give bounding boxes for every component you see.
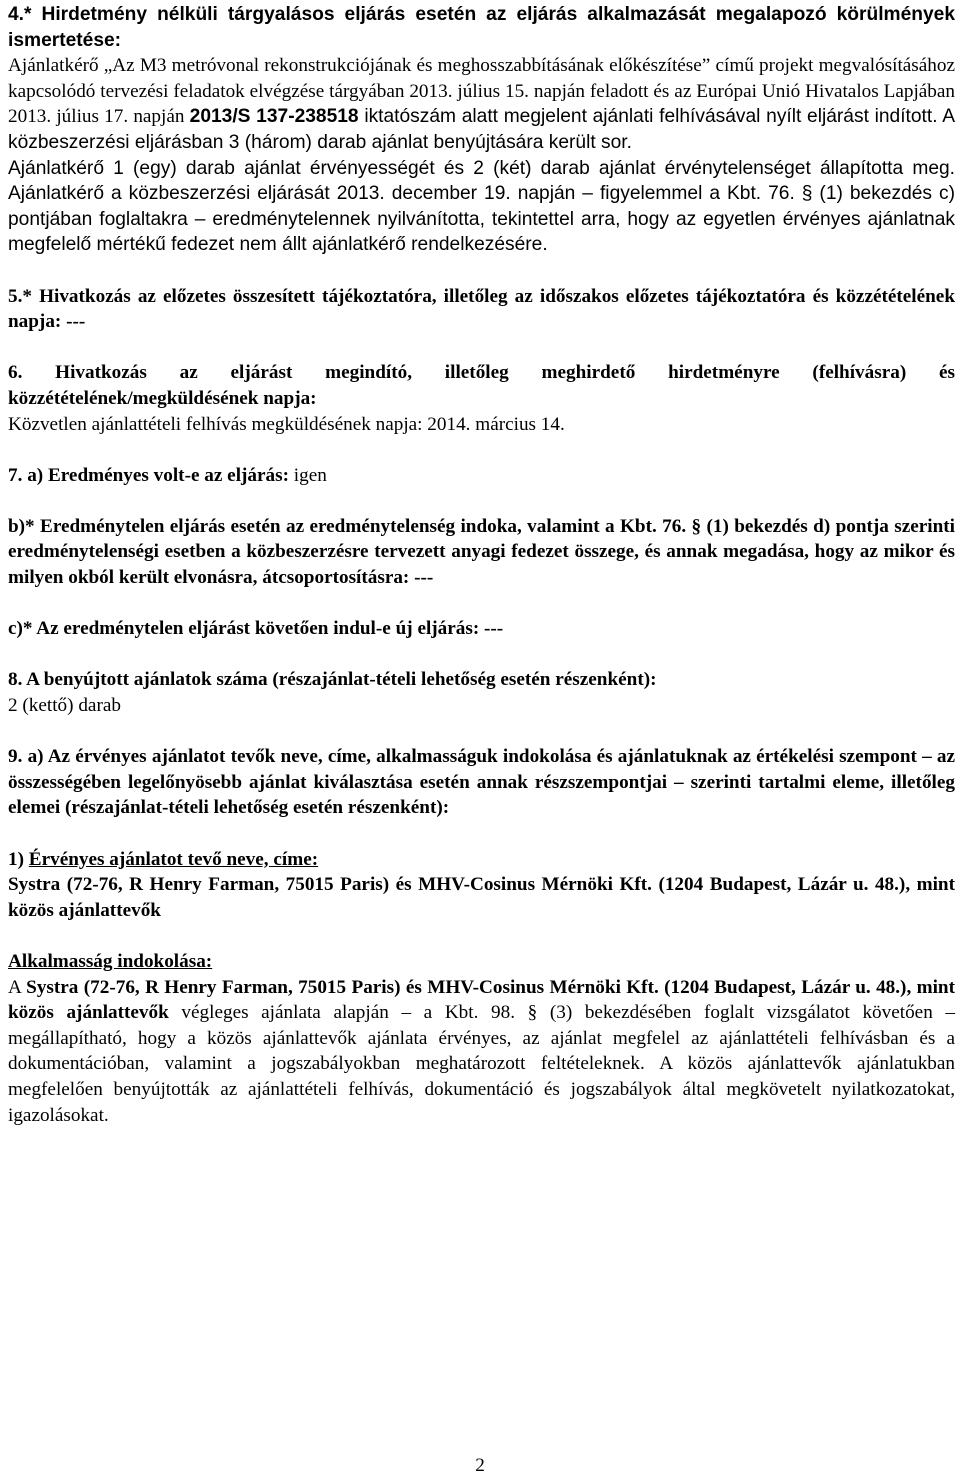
section-7a-label: 7. a) Eredményes volt-e az eljárás:: [8, 464, 289, 486]
section-7b: b)* Eredménytelen eljárás esetén az eredménytelenség indoka, valamint a Kbt. 76. § (1) bekezdés d) pontja szerinti eredménytelenségi esetben a közbeszerzésre tervezett anyagi fedezet összege, és annak megadása, hogy az mikor és milyen okból került elvonásra, átcsoportosításra: ---: [8, 515, 955, 589]
bidder-name: Systra (72-76, R Henry Farman, 75015 Paris) és MHV-Cosinus Mérnöki Kft. (1204 Budapest, Lázár u. 48.), mint közös ajánlattevők: [8, 874, 955, 921]
bidder-item-number: 1): [8, 848, 29, 870]
justification-label: Alkalmasság indokolása:: [8, 950, 213, 972]
document-page: [8, 2, 955, 1128]
section-4-body: [8, 53, 955, 155]
section-4-heading: 4.* Hirdetmény nélküli tárgyalásos eljárás esetén az eljárás alkalmazását megalapozó körülmények ismertetése:: [8, 4, 955, 51]
section-6-body: Közvetlen ajánlattételi felhívás megküldésének napja: 2014. március 14.: [8, 413, 565, 435]
page-number: 2: [475, 1455, 485, 1476]
section-4-body-2: Ajánlatkérő 1 (egy) darab ajánlat érvényességét és 2 (két) darab ajánlat érvénytelenséget állapította meg. Ajánlatkérő a közbeszerzési eljárását 2013. december 19. napján – figyelemmel a Kbt. 76. § (1) bekezdés c) pontjában foglaltakra – eredménytelennek nyilvánította, tekintettel arra, hogy az egyetlen érvényes ajánlatnak megfelelő mértékű fedezet nem állt ajánlatkérő rendelkezésére.: [8, 157, 955, 256]
section-7a: [8, 463, 955, 489]
section-8-body: 2 (kettő) darab: [8, 695, 121, 717]
section-8-heading: 8. A benyújtott ajánlatok száma (részajánlat-tételi lehetőség esetén részenként):: [8, 669, 657, 691]
justification-text: végleges ajánlata alapján – a Kbt. 98. § (3) bekezdésében foglalt vizsgálatot követően – megállapítható, hogy a közös ajánlattevők ajánlata érvényes, az ajánlat megfelel az ajánlattételi felhívásban és a dokumentációban, valamint a jogszabályokban meghatározott feltételeknek. A közös ajánlattevők ajánlatukban megfelelően benyújtották az ajánlattételi felhívás, dokumentáció és jogszabályok által megkövetelt nyilatkozatokat, igazolásokat.: [8, 1002, 956, 1126]
section-7c: c)* Az eredménytelen eljárást követően indul-e új eljárás: ---: [8, 618, 504, 640]
section-7a-value: igen: [288, 464, 327, 486]
section-5-heading: 5.* Hivatkozás az előzetes összesített tájékoztatóra, illetőleg az időszakos előzetes tájékoztatóra és közzétételének napja: ---: [8, 285, 955, 333]
bidder-item-label: Érvényes ajánlatot tevő neve, címe:: [28, 848, 319, 870]
section-4-body-text: Ajánlatkérő „Az M3 metróvonal rekonstrukciójának és meghosszabbításának előkészítése” című projekt megvalósításához kapcsolódó tervezési feladatok elvégzése tárgyában 2013. július 15. napján feladott és az Európai Unió Hivatalos Lapjában 2013. július 17. napján: [8, 55, 955, 128]
justification-bidder: Systra (72-76, R Henry Farman, 75015 Paris) és MHV-Cosinus Mérnöki Kft. (1204 Budapest, Lázár u. 48.), mint közös ajánlattevők: [8, 976, 955, 1024]
section-6-heading: 6. Hivatkozás az eljárást megindító, illetőleg meghirdető hirdetményre (felhívásra) és közzétételének/megküldésének napja:: [8, 362, 955, 409]
section-4-body-text-2: iktatószám alatt megjelent ajánlati felhívásával nyílt eljárást indított. A közbeszerzési eljárásban 3 (három) darab ajánlat benyújtására került sor.: [8, 106, 955, 153]
justification-body: [8, 975, 955, 1129]
notice-reference: 2013/S 137-238518: [189, 106, 359, 128]
justification-prefix: A: [8, 976, 27, 998]
bidder-item: [8, 847, 955, 873]
section-9-heading: 9. a) Az érvényes ajánlatot tevők neve, címe, alkalmasságuk indokolása és ajánlatuknak az értékelési szempont – az összességében legelőnyösebb ajánlat kiválasztása esetén annak részszempontjai – szerinti tartalmi eleme, illetőleg elemei (részajánlat-tételi lehetőség esetén részenként):: [8, 746, 955, 819]
